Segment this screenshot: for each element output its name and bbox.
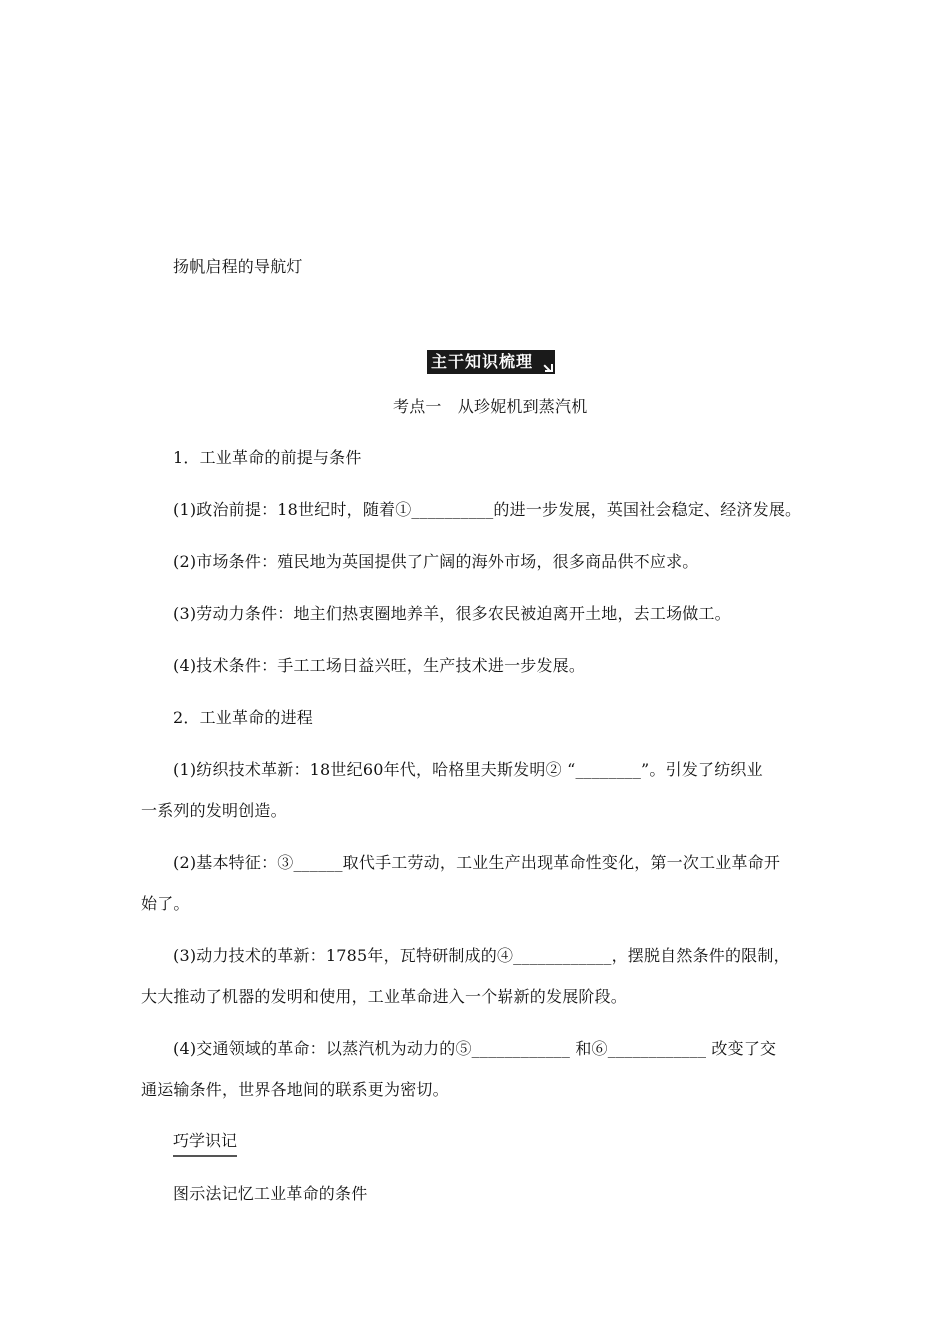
paragraph-4: (3)劳动力条件：地主们热衷圈地养羊，很多农民被迫离开土地，去工场做工。	[173, 604, 731, 623]
tip-text: 图示法记忆工业革命的条件	[173, 1184, 368, 1203]
banner-title: 主干知识梳理	[431, 352, 534, 371]
section-banner	[427, 350, 555, 374]
paragraph-3: (2)市场条件：殖民地为英国提供了广阔的海外市场，很多商品供不应求。	[173, 552, 699, 571]
paragraph-5: (4)技术条件：手工工场日益兴旺，生产技术进一步发展。	[173, 656, 586, 675]
paragraph-9-line-2: 大大推动了机器的发明和使用，工业革命进入一个崭新的发展阶段。	[141, 987, 628, 1006]
paragraph-8-line-1: (2)基本特征：③______取代手工劳动，工业生产出现革命性变化，第一次工业革命开	[173, 853, 781, 872]
paragraph-10-line-1: (4)交通领域的革命：以蒸汽机为动力的⑤____________ 和⑥____________ 改变了交	[173, 1039, 777, 1058]
section-title: 考点一 从珍妮机到蒸汽机	[393, 397, 588, 416]
paragraph-7-line-2: 一系列的发明创造。	[141, 801, 287, 820]
nav-heading: 扬帆启程的导航灯	[173, 257, 303, 276]
paragraph-7-line-1: (1)纺织技术革新：18世纪60年代，哈格里夫斯发明② “________”。引发了纺织业	[173, 760, 763, 779]
paragraph-10-line-2: 通运输条件，世界各地间的联系更为密切。	[141, 1080, 449, 1099]
paragraph-2: (1)政治前提：18世纪时，随着①__________的进一步发展，英国社会稳定、经济发展。	[173, 500, 802, 519]
paragraph-6: 2．工业革命的进程	[173, 708, 313, 727]
banner-corner-icon	[545, 364, 553, 372]
paragraph-1: 1．工业革命的前提与条件	[173, 448, 362, 467]
paragraph-8-line-2: 始了。	[141, 894, 190, 913]
paragraph-9-line-1: (3)动力技术的革新：1785年，瓦特研制成的④____________，摆脱自然条件的限制，	[173, 946, 790, 965]
tip-label: 巧学识记	[173, 1130, 237, 1157]
